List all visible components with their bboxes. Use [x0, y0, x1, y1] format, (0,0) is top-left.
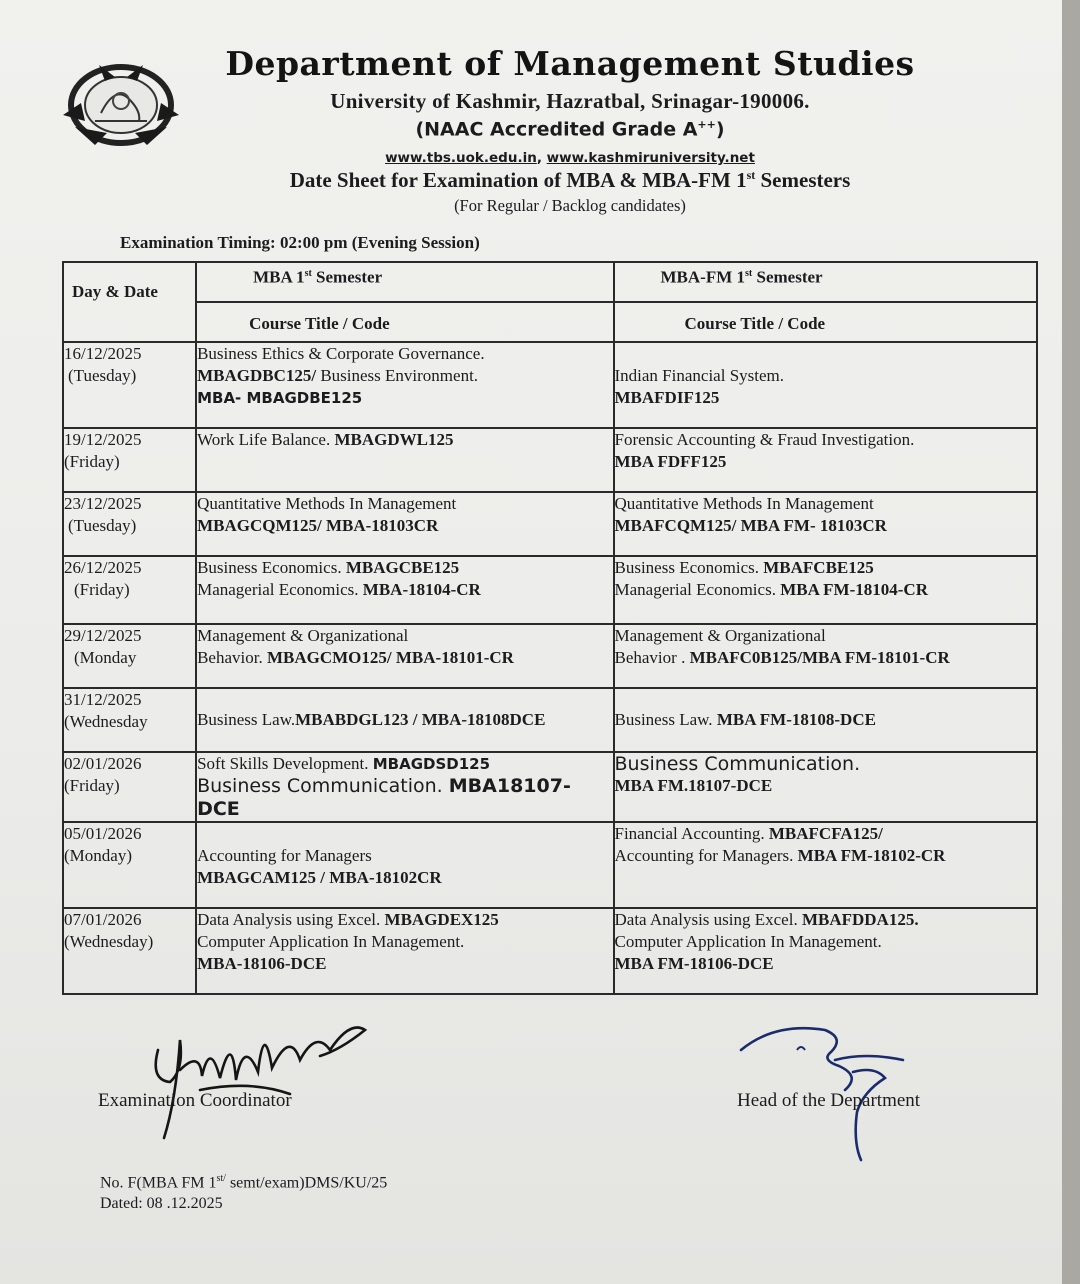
- table-row: [63, 752, 1037, 822]
- mbafm-course: Business Economics. MBAFCBE125 Managerial Economics. MBA FM-18104-CR: [614, 556, 1038, 624]
- exam-date: 05/01/2026 (Monday): [63, 822, 196, 908]
- mba-course: Quantitative Methods In Management MBAGCQM125/ MBA-18103CR: [196, 492, 613, 556]
- table-row: [63, 428, 1037, 492]
- mba-course: Data Analysis using Excel. MBAGDEX125 Computer Application In Management. MBA-18106-DCE: [196, 908, 613, 994]
- department-title: Department of Management Studies: [225, 44, 915, 83]
- exam-timing: Examination Timing: 02:00 pm (Evening Session): [120, 233, 480, 252]
- page-edge: [1062, 0, 1080, 1284]
- table-row: [63, 822, 1037, 908]
- accreditation-line: (NAAC Accredited Grade A++): [415, 118, 725, 141]
- coordinator-title: Examination Coordinator: [98, 1090, 292, 1111]
- mbafm-course: Business Communication. MBA FM.18107-DCE: [614, 752, 1038, 822]
- issue-date: Dated: 08 .12.2025: [100, 1195, 223, 1213]
- mbafm-course: Financial Accounting. MBAFCFA125/ Accounting for Managers. MBA FM-18102-CR: [614, 822, 1038, 908]
- mba-course: Work Life Balance. MBAGDWL125: [196, 428, 613, 492]
- mbafm-course: Data Analysis using Excel. MBAFDDA125. Computer Application In Management. MBA FM-18106-DCE: [614, 908, 1038, 994]
- date-sheet-heading: Date Sheet for Examination of MBA & MBA-FM 1st Semesters: [289, 168, 851, 192]
- exam-date: 02/01/2026 (Friday): [63, 752, 196, 822]
- mba-course: Business Ethics & Corporate Governance. MBAGDBC125/ Business Environment. MBA- MBAGDBE125: [196, 342, 613, 428]
- mbafm-course: Management & Organizational Behavior . MBAFC0B125/MBA FM-18101-CR: [614, 624, 1038, 688]
- header-course-title-mbafm: Course Title / Code: [614, 302, 1038, 342]
- exam-date: 07/01/2026 (Wednesday): [63, 908, 196, 994]
- table-row: [63, 908, 1037, 994]
- mba-course: Business Economics. MBAGCBE125 Managerial Economics. MBA-18104-CR: [196, 556, 613, 624]
- mbafm-course: Forensic Accounting & Fraud Investigation. MBA FDFF125: [614, 428, 1038, 492]
- header-mbafm-semester: MBA-FM 1st Semester: [614, 262, 1038, 302]
- mba-course: Soft Skills Development. MBAGDSD125 Business Communication. MBA18107-DCE: [196, 752, 613, 822]
- hod-title: Head of the Department: [737, 1090, 921, 1111]
- exam-date: 29/12/2025 (Monday: [63, 624, 196, 688]
- university-address: University of Kashmir, Hazratbal, Srinagar-190006.: [330, 89, 810, 113]
- exam-date: 19/12/2025 (Friday): [63, 428, 196, 492]
- exam-date: 23/12/2025 (Tuesday): [63, 492, 196, 556]
- header-day-date: Day & Date: [63, 262, 196, 342]
- exam-date: 26/12/2025 (Friday): [63, 556, 196, 624]
- header-mba-semester: MBA 1st Semester: [196, 262, 613, 302]
- mba-course: Business Law.MBABDGL123 / MBA-18108DCE: [196, 688, 613, 752]
- table-row: [63, 556, 1037, 624]
- reference-block: [100, 1168, 387, 1214]
- website-link-tbs[interactable]: www.tbs.uok.edu.in: [385, 150, 537, 166]
- website-link-ku[interactable]: www.kashmiruniversity.net: [546, 150, 755, 166]
- exam-schedule-table: [62, 261, 1038, 995]
- reference-number: No. F(MBA FM $1^{st/}$ semt/exam)DMS/KU/25: [100, 1173, 388, 1192]
- table-row: [63, 342, 1037, 428]
- coordinator-signature-icon: [140, 1010, 380, 1150]
- candidate-note: (For Regular / Backlog candidates): [454, 196, 686, 215]
- mbafm-course: Indian Financial System. MBAFDIF125: [614, 342, 1038, 428]
- table-row: [63, 688, 1037, 752]
- mbafm-course: Business Law. MBA FM-18108-DCE: [614, 688, 1038, 752]
- website-links: www.tbs.uok.edu.in, www.kashmiruniversity.net: [385, 150, 755, 166]
- exam-date: 31/12/2025 (Wednesday: [63, 688, 196, 752]
- table-row: [63, 492, 1037, 556]
- table-row: [63, 624, 1037, 688]
- mba-course: Management & Organizational Behavior. MBAGCMO125/ MBA-18101-CR: [196, 624, 613, 688]
- exam-date: 16/12/2025 (Tuesday): [63, 342, 196, 428]
- mba-course: Accounting for Managers MBAGCAM125 / MBA-18102CR: [196, 822, 613, 908]
- header-course-title-mba: Course Title / Code: [196, 302, 613, 342]
- mbafm-course: Quantitative Methods In Management MBAFCQM125/ MBA FM- 18103CR: [614, 492, 1038, 556]
